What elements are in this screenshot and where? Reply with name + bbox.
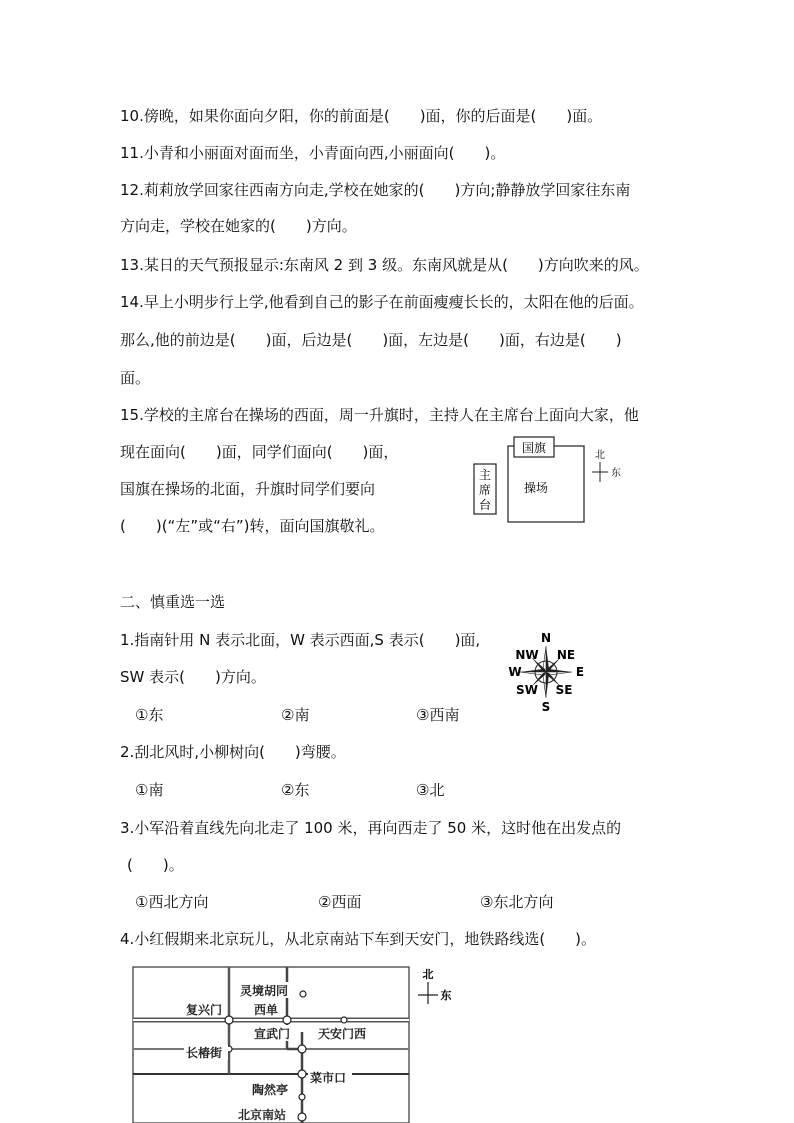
compass-rose-figure bbox=[506, 628, 588, 714]
q3-option-2[interactable]: ②西面 bbox=[318, 893, 362, 911]
station-marker-beijingnan[interactable] bbox=[298, 1113, 306, 1121]
station-label-beijingnan: 北京南站 bbox=[238, 1108, 287, 1122]
field-label: 操场 bbox=[523, 481, 549, 495]
playground-figure bbox=[468, 434, 628, 526]
question-14-line-2: 那么,他的前边是( )面，后边是( )面，左边是( )面，右边是( ) bbox=[120, 331, 622, 349]
flag-label: 国旗 bbox=[521, 441, 547, 455]
station-label-changchunjie: 长椿街 bbox=[186, 1046, 223, 1060]
station-marker-tiananmenxi[interactable] bbox=[341, 1017, 347, 1023]
choice-question-2: 2.刮北风时,小柳树向( )弯腰。 bbox=[120, 743, 346, 761]
compass-nw-label: NW bbox=[515, 648, 539, 662]
question-15-line-2: 现在面向( )面，同学们面向( )面， bbox=[120, 443, 399, 461]
section-2-heading: 二、慎重选一选 bbox=[120, 593, 226, 611]
compass-ne-label: NE bbox=[556, 648, 576, 662]
question-15-line-1: 15.学校的主席台在操场的西面，周一升旗时，主持人在主席台上面向大家，他 bbox=[120, 406, 639, 424]
station-marker-caishikou[interactable] bbox=[298, 1070, 306, 1078]
compass-sw-label: SW bbox=[516, 683, 538, 697]
question-15-line-3: 国旗在操场的北面，升旗时同学们要向 bbox=[120, 480, 376, 498]
station-label-xidan: 西单 bbox=[254, 1003, 279, 1017]
question-13: 13.某日的天气预报显示:东南风 2 到 3 级。东南风就是从( )方向吹来的风。 bbox=[120, 256, 649, 274]
question-14-line-1: 14.早上小明步行上学,他看到自己的影子在前面瘦瘦长长的，太阳在他的后面。 bbox=[120, 293, 644, 311]
compass-s-label: S bbox=[541, 700, 551, 714]
map-north-label: 北 bbox=[422, 968, 434, 981]
station-label-caishikou: 菜市口 bbox=[310, 1071, 347, 1085]
subway-map bbox=[132, 962, 462, 1123]
compass-w-label: W bbox=[508, 665, 522, 679]
station-label-xuanwumen: 宣武门 bbox=[254, 1027, 291, 1041]
stage-label-2: 席 bbox=[478, 483, 492, 497]
choice-question-4: 4.小红假期来北京玩儿，从北京南站下车到天安门，地铁路线选( )。 bbox=[120, 930, 597, 948]
choice-question-1-line-2: SW 表示( )方向。 bbox=[120, 668, 266, 686]
station-marker-fuxingmen[interactable] bbox=[225, 1016, 233, 1024]
choice-question-3-line-2: ( )。 bbox=[127, 856, 184, 874]
station-label-fuxingmen: 复兴门 bbox=[186, 1003, 223, 1017]
north-label: 北 bbox=[595, 450, 605, 461]
stage-label-3: 台 bbox=[478, 498, 492, 512]
station-label-lingjing: 灵境胡同 bbox=[240, 984, 289, 998]
question-10: 10.傍晚，如果你面向夕阳，你的前面是( )面，你的后面是( )面。 bbox=[120, 107, 603, 125]
question-14-line-3: 面。 bbox=[120, 369, 151, 387]
compass-se-label: SE bbox=[555, 683, 573, 697]
stage-label-1: 主 bbox=[478, 468, 492, 482]
compass-e-label: E bbox=[575, 665, 585, 679]
station-marker-lingjing[interactable] bbox=[300, 991, 306, 997]
q1-option-3[interactable]: ③西南 bbox=[416, 706, 460, 724]
q1-option-1[interactable]: ①东 bbox=[135, 706, 164, 724]
q2-option-2[interactable]: ②东 bbox=[281, 781, 310, 799]
choice-question-3-line-1: 3.小军沿着直线先向北走了 100 米，再向西走了 50 米，这时他在出发点的 bbox=[120, 819, 622, 837]
station-marker-xidan[interactable] bbox=[283, 1016, 291, 1024]
q2-option-1[interactable]: ①南 bbox=[135, 781, 164, 799]
question-12-line-2: 方向走，学校在她家的( )方向。 bbox=[120, 217, 357, 235]
station-label-tiananmenxi: 天安门西 bbox=[318, 1027, 367, 1041]
station-marker-xuanwumen[interactable] bbox=[298, 1045, 306, 1053]
question-12-line-1: 12.莉莉放学回家往西南方向走,学校在她家的( )方向;静静放学回家往东南 bbox=[120, 181, 631, 199]
q3-option-1[interactable]: ①西北方向 bbox=[135, 893, 209, 911]
map-east-label: 东 bbox=[440, 989, 452, 1002]
q3-option-3[interactable]: ③东北方向 bbox=[480, 893, 554, 911]
east-label: 东 bbox=[611, 468, 621, 479]
choice-question-1-line-1: 1.指南针用 N 表示北面，W 表示西面,S 表示( )面, bbox=[120, 631, 481, 649]
station-label-taoranting: 陶然亭 bbox=[252, 1083, 289, 1097]
q2-option-3[interactable]: ③北 bbox=[416, 781, 445, 799]
question-15-line-4: ( )(“左”或“右”)转，面向国旗敬礼。 bbox=[120, 517, 385, 535]
question-11: 11.小青和小丽面对面而坐，小青面向西,小丽面向( )。 bbox=[120, 144, 506, 162]
compass-n-label: N bbox=[540, 631, 552, 645]
station-marker-taoranting[interactable] bbox=[299, 1094, 305, 1100]
q1-option-2[interactable]: ②南 bbox=[281, 706, 310, 724]
